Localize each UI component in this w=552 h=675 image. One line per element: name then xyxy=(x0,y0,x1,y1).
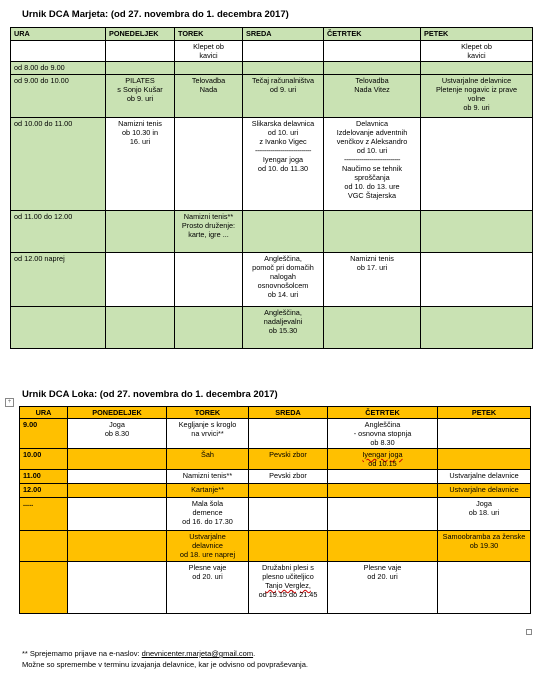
schedule-cell: Ustvarjalne delavnice xyxy=(438,484,531,498)
header-ura: URA xyxy=(11,28,106,41)
time-cell: od 8.00 do 9.00 xyxy=(11,62,106,75)
table-row xyxy=(20,449,531,470)
time-cell: od 11.00 do 12.00 xyxy=(11,211,106,253)
schedule-cell: Namizni tenis** xyxy=(167,470,249,484)
time-cell: ..... xyxy=(20,498,68,531)
schedule-cell xyxy=(106,41,175,62)
time-cell xyxy=(11,41,106,62)
schedule-cell: Delavnica Izdelovanje adventnih venčkov z Aleksandro od 10. uri ----------------------------- Naučimo se tehnik sproščanja od 10. do 13. ure VGC Štajerska xyxy=(324,118,421,211)
header-ponedeljek: PONEDELJEK xyxy=(68,407,167,419)
schedule-cell: Ustvarjalne delavnice Pletenje nogavic iz prave volne ob 9. uri xyxy=(421,75,533,118)
header-ura: URA xyxy=(20,407,68,419)
schedule-cell: Tečaj računalništva od 9. uri xyxy=(243,75,324,118)
table-row xyxy=(20,484,531,498)
table-row xyxy=(11,211,533,253)
schedule-cell: Ustvarjalne delavnice xyxy=(438,470,531,484)
schedule-cell xyxy=(243,41,324,62)
table-row xyxy=(20,419,531,449)
table-move-handle-icon[interactable]: + xyxy=(5,398,14,407)
schedule-cell xyxy=(324,41,421,62)
time-cell: od 10.00 do 11.00 xyxy=(11,118,106,211)
email-link[interactable]: dnevnicenter.marjeta@gmail.com xyxy=(141,649,254,658)
schedule-cell: Kartanje** xyxy=(167,484,249,498)
schedule-cell: Klepet ob kavici xyxy=(175,41,243,62)
schedule-title-marjeta: Urnik DCA Marjeta: (od 27. novembra do 1. decembra 2017) xyxy=(22,9,289,20)
schedule-cell xyxy=(175,118,243,211)
time-cell: 11.00 xyxy=(20,470,68,484)
schedule-table-loka xyxy=(19,406,531,614)
schedule-cell: Samoobramba za ženske ob 19.30 xyxy=(438,531,531,562)
header-petek: PETEK xyxy=(438,407,531,419)
time-cell: od 9.00 do 10.00 xyxy=(11,75,106,118)
schedule-cell: Angleščina, pomoč pri domačih nalogah osnovnošolcem ob 14. uri xyxy=(243,253,324,307)
time-cell: 9.00 xyxy=(20,419,68,449)
table-row xyxy=(11,307,533,349)
schedule-cell: Joga ob 18. uri xyxy=(438,498,531,531)
schedule-cell: Iyengar joga od 10.15 xyxy=(328,449,438,470)
schedule-cell: Angleščina - osnovna stopnja ob 8.30 xyxy=(328,419,438,449)
schedule-cell: Namizni tenis ob 17. uri xyxy=(324,253,421,307)
table-row xyxy=(11,75,533,118)
schedule-cell: Namizni tenis** Prosto druženje: karte, igre ... xyxy=(175,211,243,253)
table-row xyxy=(20,562,531,614)
schedule-table-marjeta xyxy=(10,27,533,349)
schedule-cell: Ustvarjalne delavnice od 18. ure naprej xyxy=(167,531,249,562)
table-row xyxy=(20,531,531,562)
header-petek: PETEK xyxy=(421,28,533,41)
header-ponedeljek: PONEDELJEK xyxy=(106,28,175,41)
schedule-cell: Angleščina, nadaljevalni ob 15.30 xyxy=(243,307,324,349)
schedule-cell: Klepet ob kavici xyxy=(421,41,533,62)
schedule-cell: Mala šola demence od 16. do 17.30 xyxy=(167,498,249,531)
header-cetrtek: ČETRTEK xyxy=(328,407,438,419)
header-cetrtek: ČETRTEK xyxy=(324,28,421,41)
footer-signup-note: ** Sprejemamo prijave na e-naslov: dnevnicenter.marjeta@gmail.com. xyxy=(22,649,256,658)
time-cell: 10.00 xyxy=(20,449,68,470)
schedule-cell: PILATES s Sonjo Kušar ob 9. uri xyxy=(106,75,175,118)
schedule-title-loka: Urnik DCA Loka: (od 27. novembra do 1. decembra 2017) xyxy=(22,389,278,400)
schedule-cell: Telovadba Nada Vitez xyxy=(324,75,421,118)
table-row xyxy=(11,253,533,307)
schedule-cell: Pevski zbor xyxy=(249,449,328,470)
schedule-cell: Pevski zbor xyxy=(249,470,328,484)
schedule-cell: Plesne vaje od 20. uri xyxy=(167,562,249,614)
footer-changes-note: Možne so spremembe v terminu izvajanja delavnice, kar je odvisno od povpraševanja. xyxy=(22,660,308,669)
header-torek: TOREK xyxy=(175,28,243,41)
schedule-cell: Družabni plesi s plesno učiteljico Tanjo Verglez, od 19.15 do 21.45 xyxy=(249,562,328,614)
schedule-cell: Kegljanje s kroglo na vrvici** xyxy=(167,419,249,449)
schedule-cell: Slikarska delavnica od 10. uri z Ivanko Vigec ----------------------------- Iyengar joga od 10. do 11.30 xyxy=(243,118,324,211)
table-row xyxy=(11,62,533,75)
table-row xyxy=(11,118,533,211)
schedule-cell: Telovadba Nada xyxy=(175,75,243,118)
table-resize-handle[interactable] xyxy=(526,629,532,635)
schedule-cell xyxy=(421,118,533,211)
table-row xyxy=(11,41,533,62)
time-cell: 12.00 xyxy=(20,484,68,498)
table-row xyxy=(20,498,531,531)
schedule-cell: Joga ob 8.30 xyxy=(68,419,167,449)
table-row xyxy=(20,470,531,484)
schedule-cell: Namizni tenis ob 10.30 in 16. uri xyxy=(106,118,175,211)
schedule-cell: Šah xyxy=(167,449,249,470)
schedule-cell: Plesne vaje od 20. uri xyxy=(328,562,438,614)
header-sreda: SREDA xyxy=(249,407,328,419)
header-torek: TOREK xyxy=(167,407,249,419)
header-sreda: SREDA xyxy=(243,28,324,41)
time-cell: od 12.00 naprej xyxy=(11,253,106,307)
